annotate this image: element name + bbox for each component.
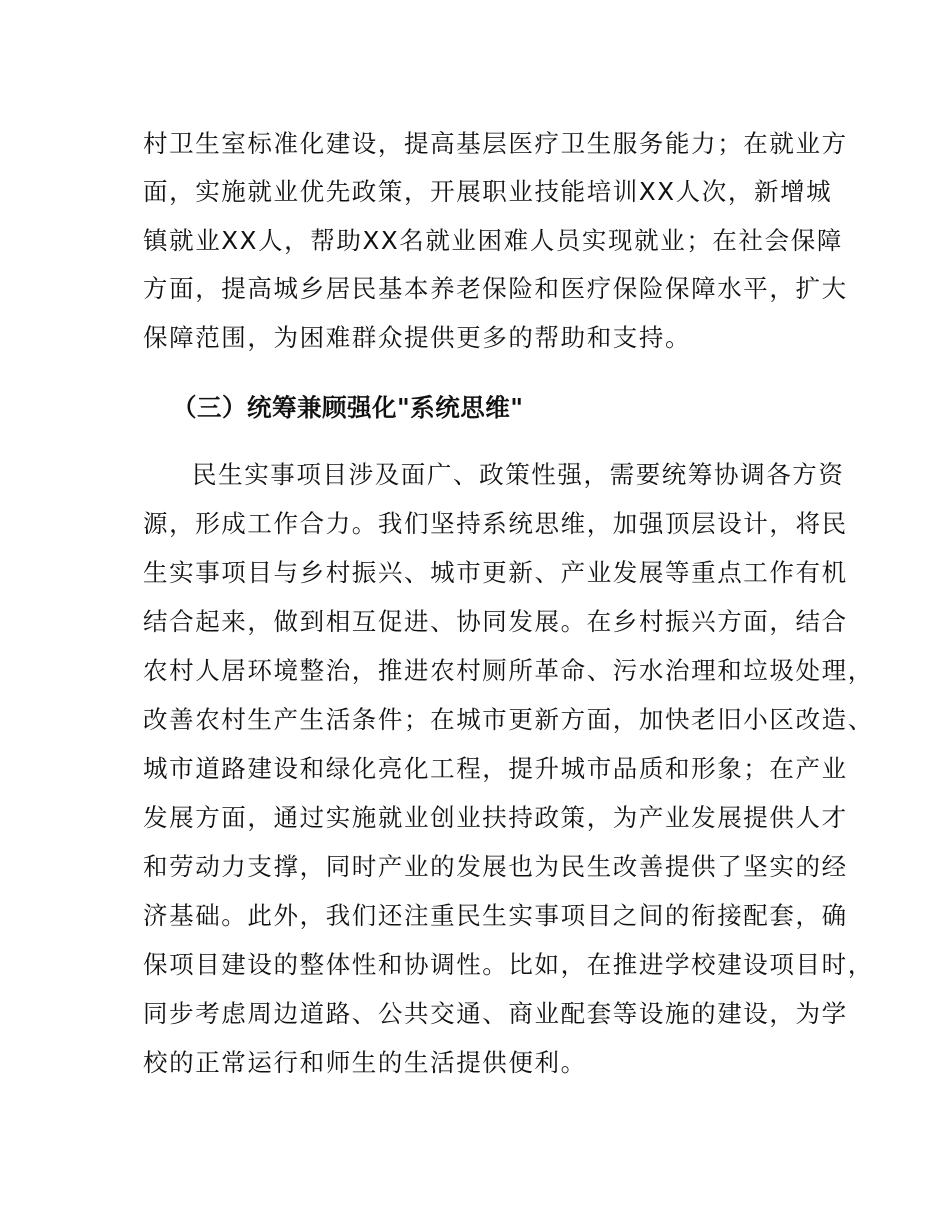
text-line: 村卫生室标准化建设，提高基层医疗卫生服务能力；在就业方 [143, 129, 848, 158]
text-line: 改善农村生产生活条件；在城市更新方面，加快老旧小区改造、 [143, 705, 874, 734]
text-line: 方面，提高城乡居民基本养老保险和医疗保险保障水平，扩大 [143, 274, 848, 303]
section-heading: （三）统筹兼顾强化"系统思维" [172, 393, 524, 422]
text-line: 结合起来，做到相互促进、协同发展。在乡村振兴方面，结合 [143, 607, 848, 636]
text-line: 生实事项目与乡村振兴、城市更新、产业发展等重点工作有机 [143, 558, 848, 587]
text-line: 和劳动力支撑，同时产业的发展也为民生改善提供了坚实的经 [143, 852, 848, 881]
text-line: 面，实施就业优先政策，开展职业技能培训XX人次，新增城 [143, 177, 833, 206]
text-line: 城市道路建设和绿化亮化工程，提升城市品质和形象；在产业 [143, 754, 848, 783]
text-line: 保障范围，为困难群众提供更多的帮助和支持。 [143, 323, 692, 352]
text-line: 校的正常运行和师生的生活提供便利。 [143, 1048, 587, 1077]
text-line: 镇就业XX人，帮助XX名就业困难人员实现就业；在社会保障 [143, 226, 843, 255]
text-line: 民生实事项目涉及面广、政策性强，需要统筹协调各方资 [192, 460, 845, 489]
text-line: 保项目建设的整体性和协调性。比如，在推进学校建设项目时， [143, 950, 874, 979]
text-line: 农村人居环境整治，推进农村厕所革命、污水治理和垃圾处理， [143, 656, 874, 685]
text-line: 济基础。此外，我们还注重民生实事项目之间的衔接配套，确 [143, 901, 848, 930]
text-line: 源，形成工作合力。我们坚持系统思维，加强顶层设计，将民 [143, 509, 848, 538]
text-line: 同步考虑周边道路、公共交通、商业配套等设施的建设，为学 [143, 999, 848, 1028]
text-line: 发展方面，通过实施就业创业扶持政策，为产业发展提供人才 [143, 803, 848, 832]
